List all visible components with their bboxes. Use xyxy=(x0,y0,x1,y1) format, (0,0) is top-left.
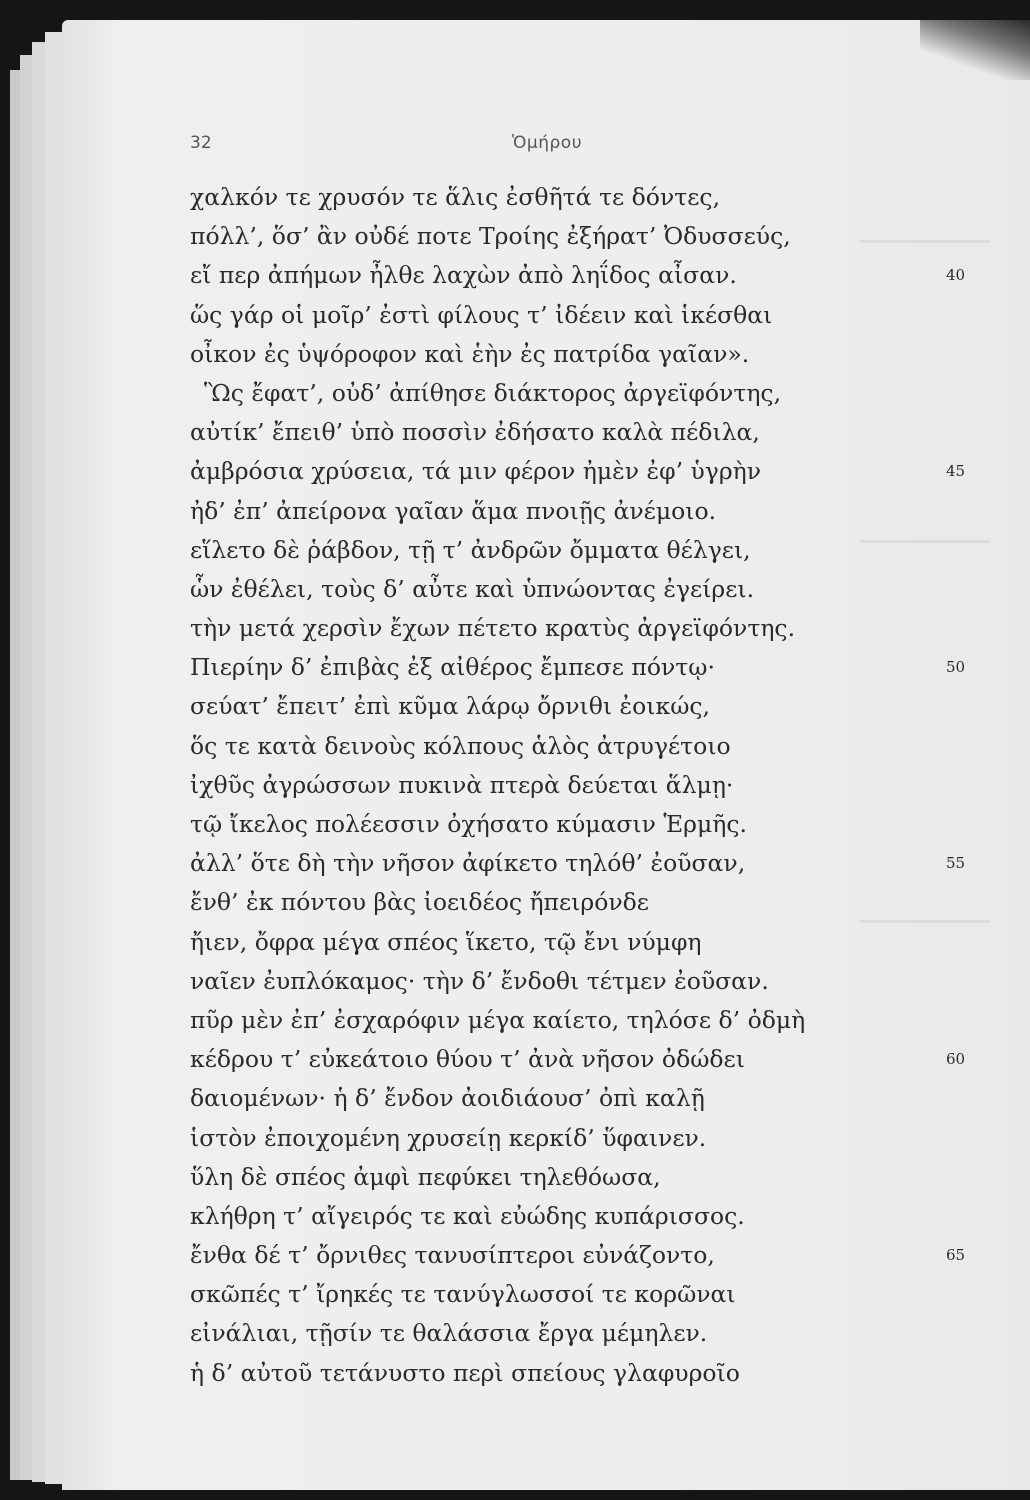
verse-line xyxy=(190,648,990,687)
verse-text: ἠδ’ ἐπ’ ἀπείρονα γαῖαν ἅμα πνοιῇς ἀνέμοιο. xyxy=(190,496,717,525)
verse-text: τῷ ἴκελος πολέεσσιν ὀχήσατο κύμασιν Ἑρμῆς. xyxy=(190,810,747,838)
verse-line xyxy=(190,1197,990,1236)
verse-line xyxy=(190,1001,990,1040)
verse-text: ὧν ἐθέλει, τοὺς δ’ αὖτε καὶ ὑπνώοντας ἐγείρει. xyxy=(190,574,755,603)
verse-line xyxy=(190,883,990,922)
verse-line xyxy=(190,844,990,883)
verse-text: ὥς γάρ οἱ μοῖρ’ ἐστὶ φίλους τ’ ἰδέειν καὶ ἱκέσθαι xyxy=(190,300,773,329)
line-number: 40 xyxy=(946,266,966,285)
verse-line xyxy=(190,1040,990,1079)
verse-text: κλήθρη τ’ αἴγειρός τε καὶ εὐώδης κυπάρισσος. xyxy=(190,1201,745,1230)
verse-text: δαιομένων· ἡ δ’ ἔνδον ἀοιδιάουσ’ ὀπὶ καλῇ xyxy=(190,1084,705,1113)
running-head xyxy=(0,133,1030,163)
verse-text: εἴ περ ἀπήμων ἦλθε λαχὼν ἀπὸ ληΐδος αἶσαν. xyxy=(190,261,737,290)
verse-line xyxy=(190,296,990,335)
page-corner-shadow xyxy=(920,20,1030,80)
verse-text: Ὣς ἔφατ’, οὐδ’ ἀπίθησε διάκτορος ἀργεϊφόντης, xyxy=(204,378,782,407)
verse-line xyxy=(190,766,990,805)
verse-line xyxy=(190,1354,990,1393)
line-number: 65 xyxy=(946,1246,966,1265)
verse-text: πῦρ μὲν ἐπ’ ἐσχαρόφιν μέγα καίετο, τηλόσε δ’ ὀδμὴ xyxy=(190,1005,806,1034)
verse-line xyxy=(190,609,990,648)
verse-line xyxy=(190,570,990,609)
verse-line xyxy=(190,531,990,570)
verse-text: ἤιεν, ὄφρα μέγα σπέος ἵκετο, τῷ ἔνι νύμφη xyxy=(190,927,702,956)
line-number: 50 xyxy=(946,658,966,677)
verse-line xyxy=(190,256,990,295)
verse-text: πόλλ’, ὅσ’ ἂν οὐδέ ποτε Τροίης ἐξήρατ’ Ὀδυσσεύς, xyxy=(190,222,791,251)
verse-line xyxy=(190,1314,990,1353)
verse-text: ἡ δ’ αὐτοῦ τετάνυστο περὶ σπείους γλαφυροῖο xyxy=(190,1358,740,1387)
verse-text: ἔνθ’ ἐκ πόντου βὰς ἰοειδέος ἤπειρόνδε xyxy=(190,888,649,917)
verse-text: Πιερίην δ’ ἐπιβὰς ἐξ αἰθέρος ἔμπεσε πόντῳ· xyxy=(190,653,715,682)
verse-line xyxy=(190,1079,990,1118)
verse-text: ἰχθῦς ἀγρώσσων πυκινὰ πτερὰ δεύεται ἅλμῃ· xyxy=(190,770,734,799)
verse-text: τὴν μετά χερσὶν ἔχων πέτετο κρατὺς ἀργεϊφόντης. xyxy=(190,614,796,643)
verse-line xyxy=(190,1236,990,1275)
verse-line xyxy=(190,727,990,766)
verse-line xyxy=(190,492,990,531)
verse-line xyxy=(190,805,990,844)
verse-block xyxy=(190,178,990,1393)
verse-line xyxy=(190,452,990,491)
line-number: 55 xyxy=(946,854,966,873)
verse-text: ἱστὸν ἐποιχομένη χρυσείῃ κερκίδ’ ὕφαινεν. xyxy=(190,1123,707,1152)
verse-text: αὐτίκ’ ἔπειθ’ ὑπὸ ποσσὶν ἐδήσατο καλὰ πέδιλα, xyxy=(190,418,760,447)
verse-line xyxy=(190,217,990,256)
verse-text: εἵλετο δὲ ῥάβδον, τῇ τ’ ἀνδρῶν ὄμματα θέλγει, xyxy=(190,535,751,564)
verse-text: ἀλλ’ ὅτε δὴ τὴν νῆσον ἀφίκετο τηλόθ’ ἐοῦσαν, xyxy=(190,849,746,878)
verse-text: ναῖεν ἐυπλόκαμος· τὴν δ’ ἔνδοθι τέτμεν ἐοῦσαν. xyxy=(190,966,769,995)
verse-line xyxy=(190,413,990,452)
running-title: Ὁμήρου xyxy=(512,133,583,153)
verse-line xyxy=(190,335,990,374)
verse-line xyxy=(190,923,990,962)
verse-text: ἔνθα δέ τ’ ὄρνιθες τανυσίπτεροι εὐνάζοντο, xyxy=(190,1241,715,1270)
verse-text: οἶκον ἐς ὑψόροφον καὶ ἑὴν ἐς πατρίδα γαῖαν». xyxy=(190,339,750,368)
verse-text: ἀμβρόσια χρύσεια, τά μιν φέρον ἠμὲν ἐφ’ ὑγρὴν xyxy=(190,457,762,486)
verse-line xyxy=(190,178,990,217)
line-number: 60 xyxy=(946,1050,966,1069)
page-number: 32 xyxy=(190,133,212,153)
verse-line xyxy=(190,962,990,1001)
verse-line xyxy=(190,687,990,726)
verse-text: χαλκόν τε χρυσόν τε ἅλις ἐσθῆτά τε δόντες, xyxy=(190,183,721,211)
verse-text: εἰνάλιαι, τῇσίν τε θαλάσσια ἔργα μέμηλεν. xyxy=(190,1319,708,1348)
line-number: 45 xyxy=(946,462,966,481)
verse-line xyxy=(190,1158,990,1197)
verse-text: σεύατ’ ἔπειτ’ ἐπὶ κῦμα λάρῳ ὄρνιθι ἐοικώς, xyxy=(190,692,710,721)
verse-text: ὕλη δὲ σπέος ἀμφὶ πεφύκει τηλεθόωσα, xyxy=(190,1162,661,1191)
verse-text: σκῶπές τ’ ἴρηκές τε τανύγλωσσοί τε κορῶναι xyxy=(190,1280,736,1309)
verse-text: κέδρου τ’ εὐκεάτοιο θύου τ’ ἀνὰ νῆσον ὀδώδει xyxy=(190,1045,745,1074)
verse-line xyxy=(190,1119,990,1158)
verse-line xyxy=(190,1275,990,1314)
verse-line xyxy=(190,374,990,413)
verse-text: ὅς τε κατὰ δεινοὺς κόλπους ἁλὸς ἀτρυγέτοιο xyxy=(190,731,731,760)
